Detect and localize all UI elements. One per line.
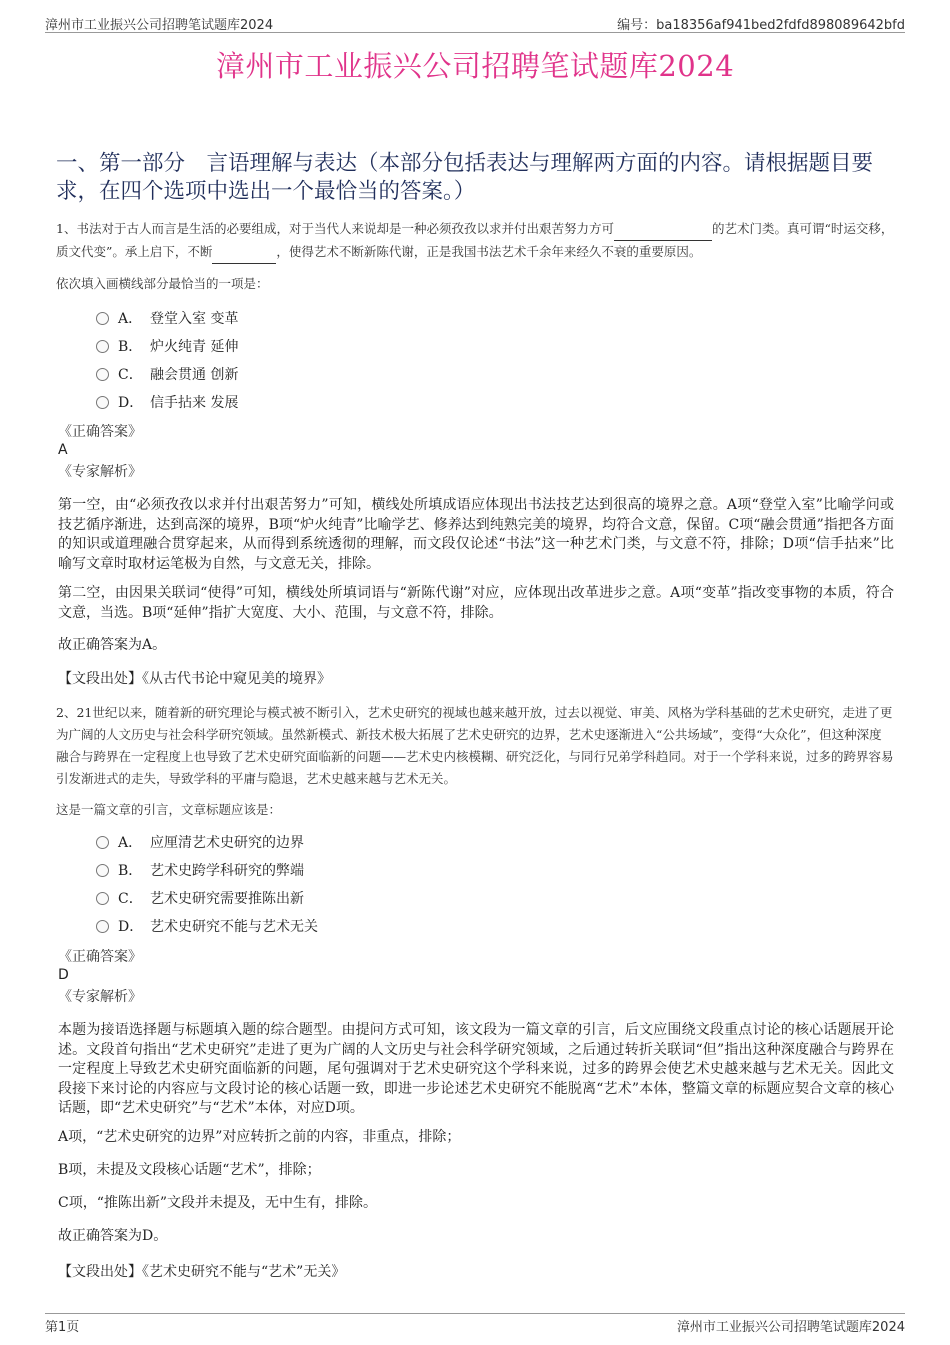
radio-icon[interactable] [96,836,109,849]
radio-icon[interactable] [96,920,109,933]
page-header [45,14,905,33]
q1-analysis-para-3: 故正确答案为A。 [58,637,167,653]
question-2-prompt: 这是一篇文章的引言，文章标题应该是： [56,802,282,817]
q2-analysis-label: 《专家解析》 [58,989,142,1005]
q1-analysis-label: 《专家解析》 [58,464,142,480]
q2-answer-label: 《正确答案》 [58,949,142,965]
radio-icon[interactable] [96,312,109,325]
question-2-text: 2、21世纪以来，随着新的研究理论与模式被不断引入，艺术史研究的视域也越来越开放，过去以视觉、审美、风格为学科基础的艺术史研究，走进了更为广阔的人文历史与社会科学研究领域。虽然新模式、新技术极大拓展了艺术史研究的边界，艺术史逐渐进入“公共场域”，变得“大众化”，但这种深度融合与跨界在一定程度上也导致了艺术史研究面临新的问题——艺术史内核模糊、研究泛化，与同行兄弟学科趋同。对于一个学科来说，过多的跨界容易引发渐进式的走失，导致学科的平庸与隐退，艺术史越来越与艺术无关。 [56,705,894,786]
radio-icon[interactable] [96,368,109,381]
q2-option-c[interactable]: C． 艺术史研究需要推陈出新 [96,888,304,910]
page-title: 漳州市工业振兴公司招聘笔试题库2024 [215,49,735,83]
radio-icon[interactable] [96,396,109,409]
q1-source: 【文段出处】《从古代书论中窥见美的境界》 [58,671,331,687]
q1-answer: A [58,442,68,458]
footer-title: 漳州市工业振兴公司招聘笔试题库2024 [676,1320,905,1335]
q2-analysis-para-4: C项，“推陈出新”文段并未提及，无中生有，排除。 [58,1195,378,1211]
radio-icon[interactable] [96,864,109,877]
q2-answer: D [58,967,69,983]
q1-analysis-para-2: 第二空，由因果关联词“使得”可知，横线处所填词语与“新陈代谢”对应，应体现出改革进步之意。A项“变革”指改变事物的本质，符合文意，当选。B项“延伸”指扩大宽度、大小、范围，与文意不符，排除。 [58,585,894,621]
q2-analysis-para-5: 故正确答案为D。 [58,1228,168,1244]
q1-option-c[interactable]: C． 融会贯通 创新 [96,364,238,386]
q2-option-b[interactable]: B． 艺术史跨学科研究的弊端 [96,860,304,882]
blank-1 [614,218,712,241]
q1-analysis-para-1: 第一空，由“必须孜孜以求并付出艰苦努力”可知，横线处所填成语应体现出书法技艺达到很高的境界之意。A项“登堂入室”比喻学问或技艺循序渐进，达到高深的境界，B项“炉火纯青”比喻学艺、修养达到纯熟完美的境界，均符合文意，保留。C项“融会贯通”指把各方面的知识或道理融合贯穿起来，从而得到系统透彻的理解，而文段仅论述“书法”这一种艺术门类，与文意不符，排除；D项“信手拈来”比喻写文章时取材运笔极为自然，与文意无关，排除。 [58,497,894,572]
question-1-text: 1、书法对于古人而言是生活的必要组成，对于当代人来说却是一种必须孜孜以求并付出艰苦努力方可 的艺术门类。真可谓“时运交移，质文代变”。承上启下，不断 ，使得艺术不断新陈代谢，正是我国书法艺术千余年来经久不衰的重要原因。 [56,218,894,264]
section-heading: 一、第一部分 言语理解与表达（本部分包括表达与理解两方面的内容。请根据题目要求，在四个选项中选出一个最恰当的答案。） [56,151,874,204]
q2-analysis-para-3: B项，未提及文段核心话题“艺术”，排除； [58,1162,321,1178]
page-footer [45,1313,905,1336]
q2-source: 【文段出处】《艺术史研究不能与“艺术”无关》 [58,1264,346,1280]
q2-analysis-para-2: A项，“艺术史研究的边界”对应转折之前的内容，非重点，排除； [58,1129,461,1145]
radio-icon[interactable] [96,892,109,905]
q1-option-b[interactable]: B． 炉火纯青 延伸 [96,336,238,358]
question-1-prompt: 依次填入画横线部分最恰当的一项是： [56,276,269,291]
blank-2 [212,241,276,264]
page-number: 第1页 [45,1320,80,1335]
q1-answer-label: 《正确答案》 [58,424,142,440]
header-doc-id: 编号：ba18356af941bed2fdfd898089642bfd [617,18,905,33]
q1-option-a[interactable]: A． 登堂入室 变革 [96,308,238,330]
header-title: 漳州市工业振兴公司招聘笔试题库2024 [45,18,274,33]
q2-option-d[interactable]: D． 艺术史研究不能与艺术无关 [96,916,318,938]
q1-option-d[interactable]: D． 信手拈来 发展 [96,392,238,414]
q2-option-a[interactable]: A． 应厘清艺术史研究的边界 [96,832,304,854]
radio-icon[interactable] [96,340,109,353]
q2-analysis-para-1: 本题为接语选择题与标题填入题的综合题型。由提问方式可知，该文段为一篇文章的引言，后文应围绕文段重点讨论的核心话题展开论述。文段首句指出“艺术史研究”走进了更为广阔的人文历史与社会科学研究领域，之后通过转折关联词“但”指出这种深度融合与跨界在一定程度上导致艺术史研究面临新的问题，尾句强调对于艺术史研究这个学科来说，过多的跨界会使艺术史越来越与艺术无关。因此文段接下来讨论的内容应与文段讨论的核心话题一致，即进一步论述艺术史研究不能脱离“艺术”本体，整篇文章的标题应契合文章的核心话题，即“艺术史研究”与“艺术”本体，对应D项。 [58,1022,894,1116]
